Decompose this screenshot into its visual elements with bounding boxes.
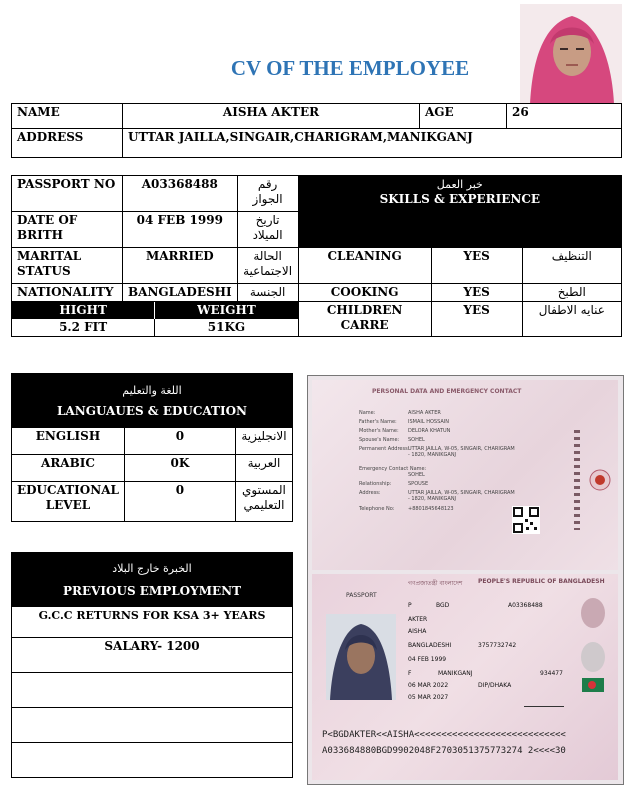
personal-table — [11, 175, 622, 337]
passport-data-heading: PERSONAL DATA AND EMERGENCY CONTACT — [372, 388, 522, 395]
skill-cleaning-arabic: التنظيف — [522, 248, 621, 284]
employment-heading-arabic: الخبرة خارج البلاد — [112, 561, 192, 575]
education-level-arabic: المستوي التعليمي — [235, 482, 292, 522]
dob-value: 04 FEB 1999 — [123, 212, 238, 248]
passport-field-label: Relationship: — [359, 481, 392, 487]
skill-cooking: COOKING — [298, 284, 431, 302]
lang-arabic: ARABIC — [12, 455, 125, 482]
passport-field-label: Mother's Name: — [359, 428, 399, 434]
lang-arabic-arabic: العربية — [235, 455, 292, 482]
passport-number: A03368488 — [508, 602, 543, 609]
passport-type: P — [408, 602, 412, 609]
passport-field-value: SOHEL — [408, 472, 425, 478]
nationality-arabic: الجنسة — [237, 284, 298, 302]
age-value: 26 — [507, 104, 622, 129]
name-label: NAME — [12, 104, 123, 129]
passport-prev-no: 934477 — [540, 670, 563, 677]
lang-arabic-value: 0K — [124, 455, 235, 482]
skill-childcare: CHILDREN CARRE — [298, 302, 431, 337]
nationality-label: NATIONALITY — [12, 284, 123, 302]
employment-empty-row — [12, 743, 293, 778]
languages-heading-arabic: اللغة والتعليم — [122, 383, 182, 397]
passport-photo — [326, 614, 396, 700]
passport-label: PASSPORT NO — [12, 176, 123, 212]
passport-field-value: ISMAIL HOSSAIN — [408, 419, 450, 425]
height-label: HIGHT — [12, 302, 155, 319]
age-label: AGE — [420, 104, 507, 129]
passport-personal-no: 3757732742 — [478, 642, 517, 649]
passport-expiry-date: 05 MAR 2027 — [408, 694, 449, 701]
passport-field-value: SOHEL — [408, 437, 425, 443]
signature — [524, 696, 564, 707]
name-value: AISHA AKTER — [123, 104, 420, 129]
passport-arabic: رقم الجواز — [237, 176, 298, 212]
dob-label: DATE OF BRITH — [12, 212, 123, 248]
passport-field-value: UTTAR JAILLA, W-05, SINGAIR, CHARIGRAM - 1820, MANIKGANJ — [408, 490, 515, 502]
ghost-photo-grey — [578, 640, 608, 674]
passport-field-label: Father's Name: — [359, 419, 397, 425]
perforation — [574, 430, 580, 530]
employment-line-1: G.C.C RETURNS FOR KSA 3+ YEARS — [12, 607, 293, 638]
passport-scan — [307, 375, 624, 785]
address-value: UTTAR JAILLA,SINGAIR,CHARIGRAM,MANIKGANJ — [123, 129, 622, 158]
passport-field-label: Permanent Address: — [359, 446, 410, 452]
page-title: CV OF THE EMPLOYEE — [230, 56, 470, 80]
employment-heading-cell — [12, 553, 293, 607]
passport-country-bn: গণপ্রজাতন্ত্রী বাংলাদেশ — [408, 580, 463, 587]
employment-empty-row — [12, 708, 293, 743]
skill-cooking-value: YES — [431, 284, 522, 302]
weight-label: WEIGHT — [155, 302, 298, 319]
passport-authority: DIP/DHAKA — [478, 682, 512, 689]
nationality-value: BANGLADESHI — [123, 284, 238, 302]
lang-english-arabic: الانجليزية — [235, 428, 292, 455]
mrz-line-2: A033684880BGD9902048F2703051375773274 2<<<<30 — [322, 746, 566, 756]
height-value: 5.2 FIT — [12, 319, 155, 336]
passport-given-name: AISHA — [408, 628, 427, 635]
passport-sex: F — [408, 670, 412, 677]
skills-heading: SKILLS & EXPERIENCE — [379, 192, 541, 206]
ghost-photo — [578, 596, 608, 630]
passport-field-label: Spouse's Name: — [359, 437, 400, 443]
skill-childcare-arabic: عنايه الاطفال — [522, 302, 621, 337]
passport-issue-date: 06 MAR 2022 — [408, 682, 449, 689]
employment-heading: PREVIOUS EMPLOYMENT — [62, 583, 242, 598]
dob-arabic: تاريخ الميلاد — [237, 212, 298, 248]
passport-field-label: Address: — [359, 490, 381, 496]
employment-table — [11, 552, 293, 778]
languages-table — [11, 373, 293, 522]
skill-cooking-arabic: الطبخ — [522, 284, 621, 302]
passport-birthplace: MANIKGANJ — [438, 670, 473, 677]
passport-field-label: Telephone No: — [359, 506, 395, 512]
passport-field-label: Name: — [359, 410, 376, 416]
skills-heading-cell — [298, 176, 621, 248]
passport-field-value: UTTAR JAILLA, W-05, SINGAIR, CHARIGRAM - 1820, MANIKGANJ — [408, 446, 515, 458]
bangladesh-flag-icon — [582, 678, 604, 692]
weight-value: 51KG — [207, 320, 246, 334]
skills-heading-arabic: خبر العمل — [436, 178, 483, 191]
passport-country-en: PEOPLE'S REPUBLIC OF BANGLADESH — [478, 578, 605, 585]
employment-line-2: SALARY- 1200 — [12, 638, 293, 673]
passport-surname: AKTER — [408, 616, 428, 623]
passport-field-value: +8801845648123 — [408, 506, 454, 512]
address-label: ADDRESS — [12, 129, 123, 158]
marital-value: MARRIED — [123, 248, 238, 284]
languages-heading-cell — [12, 374, 293, 428]
languages-heading: LANGUAUES & EDUCATION — [56, 403, 248, 418]
skill-cleaning: CLEANING — [298, 248, 431, 284]
lang-english-value: 0 — [124, 428, 235, 455]
passport-field-value: SPOUSE — [408, 481, 429, 487]
education-level: EDUCATIONAL LEVEL — [12, 482, 125, 522]
passport-dob: 04 FEB 1999 — [408, 656, 447, 663]
passport-field-label: Emergency Contact Name: — [359, 466, 427, 472]
employee-photo — [520, 4, 622, 104]
mrz-line-1: P<BGDAKTER<<AISHA<<<<<<<<<<<<<<<<<<<<<<<<<<<< — [322, 730, 566, 740]
identity-table — [11, 103, 622, 158]
employment-empty-row — [12, 673, 293, 708]
passport-code: BGD — [436, 602, 450, 609]
passport-value: A03368488 — [123, 176, 238, 212]
qr-code-icon — [512, 506, 540, 534]
skill-cleaning-value: YES — [431, 248, 522, 284]
passport-field-value: DELORA KHATUN — [408, 428, 451, 434]
passport-field-value: AISHA AKTER — [408, 410, 441, 416]
height-weight-cell — [12, 302, 299, 337]
emblem-icon — [588, 468, 612, 492]
passport-photo-page — [312, 574, 618, 780]
passport-word: PASSPORT — [346, 592, 377, 599]
lang-english: ENGLISH — [12, 428, 125, 455]
skill-childcare-value: YES — [431, 302, 522, 337]
passport-data-page — [312, 380, 618, 570]
marital-arabic: الحالة الاجتماعية — [237, 248, 298, 284]
passport-nationality: BANGLADESHI — [408, 642, 452, 649]
marital-label: MARITAL STATUS — [12, 248, 123, 284]
education-level-value: 0 — [124, 482, 235, 522]
